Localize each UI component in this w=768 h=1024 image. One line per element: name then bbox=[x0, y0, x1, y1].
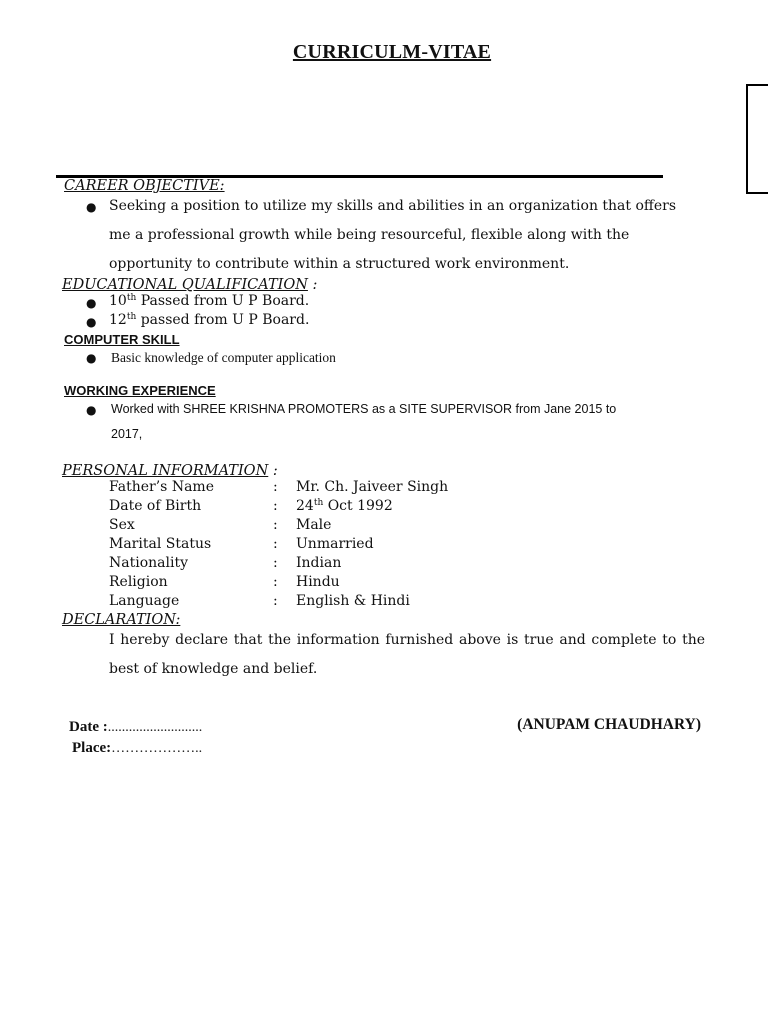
personal-info-heading-wrap bbox=[62, 460, 278, 479]
working-experience-line-2: 2017, bbox=[111, 427, 143, 441]
declaration-text: I hereby declare that the information furnished above is true and complete to the best of knowledge and belief. bbox=[109, 632, 705, 677]
bullet-icon: ● bbox=[86, 315, 97, 329]
education-item: 12th passed from U P Board. bbox=[109, 312, 310, 328]
bullet-icon: ● bbox=[86, 200, 97, 214]
bullet-icon: ● bbox=[86, 351, 97, 365]
education-heading-wrap bbox=[62, 274, 317, 293]
place-line bbox=[72, 737, 202, 757]
working-experience-line-1: Worked with SHREE KRISHNA PROMOTERS as a SITE SUPERVISOR from Jane 2015 to bbox=[111, 402, 617, 416]
education-item: 10th Passed from U P Board. bbox=[109, 293, 310, 309]
date-line bbox=[69, 716, 202, 736]
signatory-name: (ANUPAM CHAUDHARY) bbox=[517, 716, 701, 733]
date-dots: ........................... bbox=[107, 720, 203, 735]
career-objective-line-3: opportunity to contribute within a structured work environment. bbox=[109, 256, 570, 272]
education-heading: EDUCATIONAL QUALIFICATION bbox=[62, 277, 308, 293]
page-title: CURRICULM-VITAE bbox=[292, 41, 492, 63]
computer-skill-item: Basic knowledge of computer application bbox=[111, 350, 336, 365]
career-objective-line-2: me a professional growth while being resourceful, flexible along with the bbox=[109, 227, 630, 243]
bullet-icon: ● bbox=[86, 296, 97, 310]
place-label: Place: bbox=[72, 740, 112, 756]
career-objective-line-1: Seeking a position to utilize my skills and abilities in an organization that offers bbox=[109, 198, 677, 214]
personal-info-heading: PERSONAL INFORMATION bbox=[62, 463, 269, 479]
personal-info-heading-suffix: : bbox=[268, 463, 278, 479]
photo-box bbox=[746, 84, 768, 194]
declaration-heading: DECLARATION: bbox=[62, 612, 181, 628]
place-dots: ……………….. bbox=[111, 741, 203, 756]
working-experience-heading: WORKING EXPERIENCE bbox=[64, 383, 216, 398]
bullet-icon: ● bbox=[86, 403, 97, 417]
computer-skill-heading: COMPUTER SKILL bbox=[64, 332, 180, 347]
date-label: Date : bbox=[69, 719, 108, 735]
education-heading-suffix: : bbox=[307, 277, 318, 293]
career-objective-heading: CAREER OBJECTIVE: bbox=[64, 178, 225, 194]
